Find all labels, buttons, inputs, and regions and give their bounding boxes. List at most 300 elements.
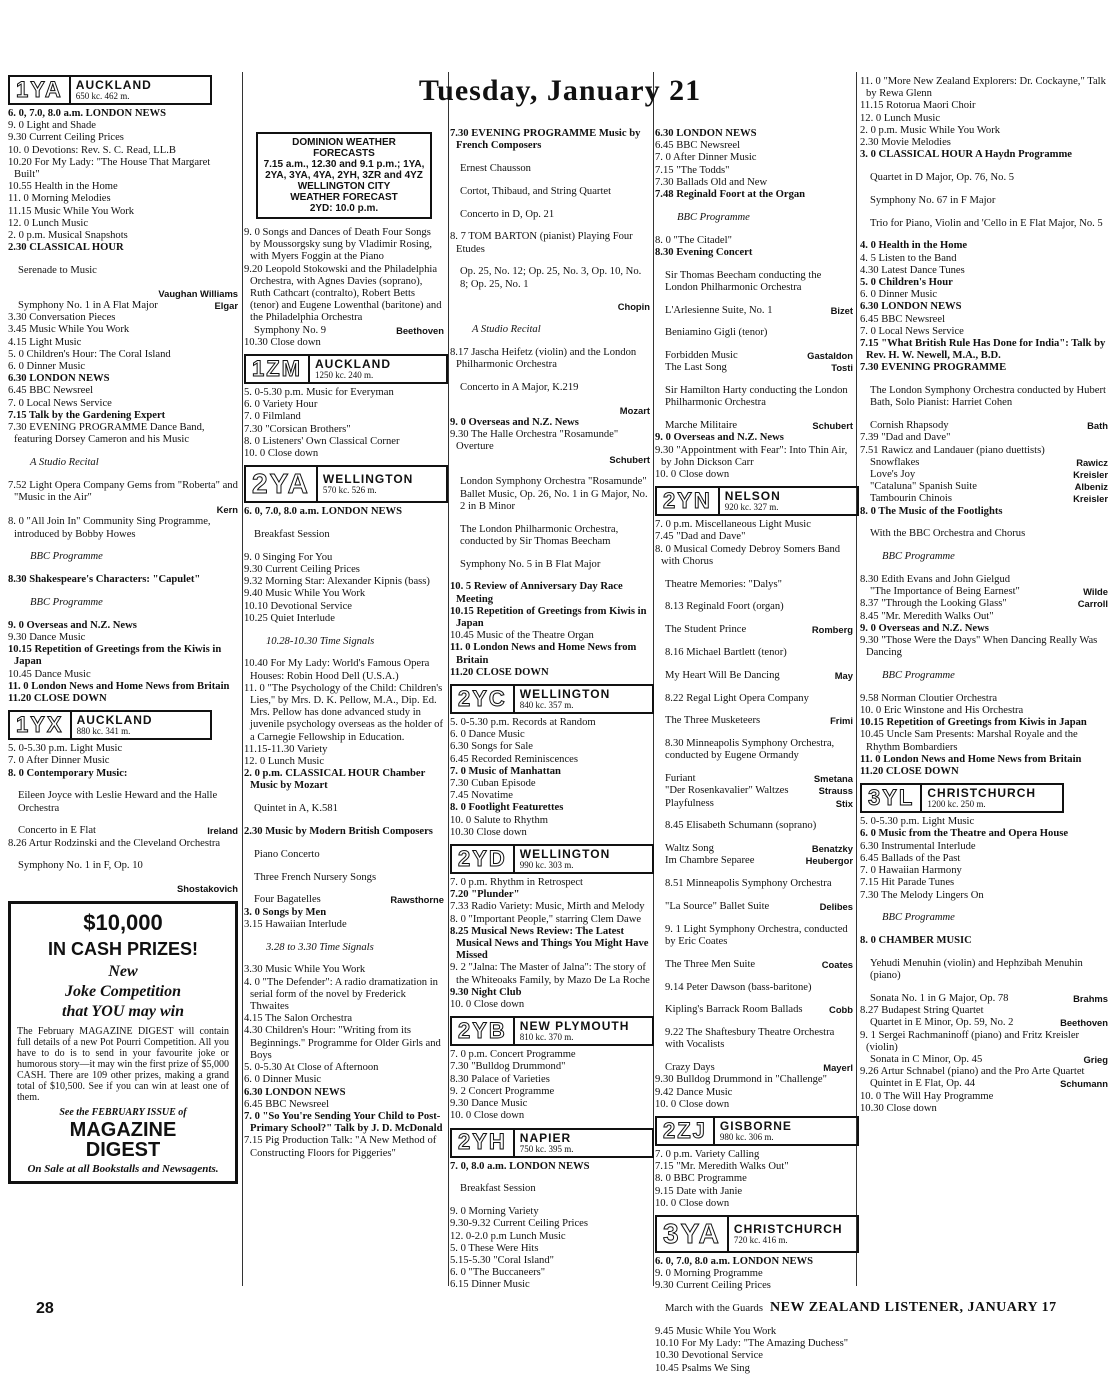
listing: 9.58 Norman Cloutier Orchestra bbox=[860, 692, 998, 704]
listing: 12. 0-2.0 p.m Lunch Music bbox=[450, 1230, 566, 1242]
listing: 10.45 Music of the Theatre Organ bbox=[450, 630, 594, 642]
listing: 7. 0 After Dinner Music bbox=[8, 755, 110, 767]
listing: 6.30 Songs for Sale bbox=[450, 741, 533, 753]
listing: 9. 0 Morning Variety bbox=[450, 1206, 539, 1218]
listing-note: BBC Programme bbox=[882, 912, 955, 924]
listing-detail: Trio for Piano, Violin and 'Cello in E Flat Major, No. 5 bbox=[870, 217, 1103, 229]
listing: 5. 0-5.30 p.m. Music for Everyman bbox=[244, 387, 394, 399]
weather-line: WELLINGTON CITY bbox=[297, 181, 391, 192]
listing: 8.30 Edith Evans and John Gielgud bbox=[860, 574, 1011, 586]
listing: 6. 0, 7.0, 8.0 a.m. LONDON NEWS bbox=[655, 1256, 814, 1268]
composer-line: "Cataluna" Spanish Suite Albeniz bbox=[870, 481, 1108, 493]
listing: 7. 0 p.m. Miscellaneous Light Music bbox=[655, 519, 811, 531]
station-city: CHRISTCHURCH bbox=[733, 1222, 843, 1237]
listing: 6. 0 Variety Hour bbox=[244, 399, 318, 411]
station-freq: 1200 kc. 250 m. bbox=[927, 799, 986, 810]
station-city: NELSON bbox=[724, 489, 781, 504]
listing-note: BBC Programme bbox=[30, 551, 103, 563]
listing: 9. 0 Light and Shade bbox=[8, 120, 96, 132]
listing: 9.15 Date with Janie bbox=[655, 1185, 743, 1197]
listing: 10. 0 Close down bbox=[655, 1098, 730, 1110]
listing: 6. 0, 7.0, 8.0 a.m. LONDON NEWS bbox=[244, 506, 403, 518]
composer-line: Chopin bbox=[617, 301, 650, 313]
weather-line: FORECASTS bbox=[313, 148, 375, 159]
station-call: 2YD bbox=[452, 846, 515, 872]
listing: 7.51 Rawicz and Landauer (piano duettists) bbox=[860, 444, 1045, 456]
listing: 10.30 Devotional Service bbox=[655, 1350, 763, 1362]
listing: 8. 7 TOM BARTON (pianist) Playing Four Etudes bbox=[450, 231, 633, 255]
listing: 7.15 "The Todds" bbox=[655, 164, 730, 176]
listing: 6.45 BBC Newsreel bbox=[860, 313, 946, 325]
listing: 4.30 Children's Hour: "Writing from its Beginnings." Programme for Older Girls and Boys bbox=[244, 1025, 441, 1061]
listing-note: BBC Programme bbox=[30, 597, 103, 609]
composer-line: Marche Militaire Schubert bbox=[665, 420, 853, 432]
station-city: AUCKLAND bbox=[76, 713, 153, 728]
composer-line: "Der Rosenkavalier" Waltzes Strauss bbox=[665, 785, 853, 797]
listing: 10.55 Health in the Home bbox=[8, 181, 118, 193]
listing: 8. 0 CHAMBER MUSIC bbox=[860, 935, 972, 947]
listing: 7.30 "Bulldog Drummond" bbox=[450, 1061, 566, 1073]
station-logo-2ya bbox=[244, 465, 448, 503]
composer-line: Sonata in C Minor, Op. 45 Grieg bbox=[870, 1053, 1108, 1065]
listing: 6.30 Instrumental Interlude bbox=[860, 840, 976, 852]
listing: 5. 0-5.30 p.m. Light Music bbox=[860, 816, 975, 828]
listing: 7.30 The Melody Lingers On bbox=[860, 889, 984, 901]
listing: 6.30 LONDON NEWS bbox=[8, 373, 110, 385]
listing-detail: 9.14 Peter Dawson (bass-baritone) bbox=[665, 981, 812, 993]
listing: 6.45 Recorded Reminiscences bbox=[450, 753, 578, 765]
composer-line: Symphony No. 1 in A Flat Major Elgar bbox=[18, 300, 238, 312]
station-logo-1yx bbox=[8, 710, 212, 740]
listing: 2. 0 p.m. Musical Snapshots bbox=[8, 230, 128, 242]
listing: 5. 0-5.30 p.m. Light Music bbox=[8, 743, 123, 755]
listing: 9.40 Music While You Work bbox=[244, 588, 366, 600]
listing: 2.30 Music by Modern British Composers bbox=[244, 826, 433, 838]
listing: 7.15 Pig Production Talk: "A New Method of Constructing Floors for Piggeries" bbox=[244, 1135, 437, 1159]
listing: 10.15 Repetition of Greetings from Kiwis in Japan bbox=[860, 717, 1087, 729]
listing-detail: Concerto in A Major, K.219 bbox=[460, 381, 579, 393]
listing-detail: Breakfast Session bbox=[254, 529, 330, 541]
station-logo-2yn bbox=[655, 486, 859, 516]
listing: 6.45 BBC Newsreel bbox=[244, 1098, 330, 1110]
listing: 7. 0, 8.0 a.m. LONDON NEWS bbox=[450, 1160, 590, 1172]
listing: 9. 2 Concert Programme bbox=[450, 1085, 555, 1097]
composer-line: Snowflakes Rawicz bbox=[870, 456, 1108, 468]
listing: 8.27 Budapest String Quartet bbox=[860, 1005, 984, 1017]
listing-note: A Studio Recital bbox=[472, 324, 541, 336]
station-freq: 810 kc. 370 m. bbox=[519, 1032, 574, 1043]
listing: 3.15 Hawaiian Interlude bbox=[244, 918, 347, 930]
listing: 10. 0 Eric Winstone and His Orchestra bbox=[860, 705, 1024, 717]
composer-line: The Three Men Suite Coates bbox=[665, 958, 853, 970]
listing: 5. 0-5.30 p.m. Records at Random bbox=[450, 717, 596, 729]
composer-line: Quintet in E Flat, Op. 44 Schumann bbox=[870, 1078, 1108, 1090]
station-call: 2YC bbox=[452, 686, 515, 712]
listing: 10.30 Close down bbox=[860, 1102, 937, 1114]
listing-detail: Yehudi Menuhin (violin) and Hephzibah Menuhin (piano) bbox=[870, 957, 1083, 982]
listing: 11. 0 "The Psychology of the Child: Children's Lies," by Mrs. D. K. Pellow, M.A., Dip. Ed. Mrs. Pellow has done advanced study in juvenile psychology overseas as the holder of a Carnegie Fellowship in Education. bbox=[244, 682, 443, 743]
column-3 bbox=[450, 128, 650, 1292]
listing: 10. 0 Close down bbox=[450, 999, 525, 1011]
station-call: 2YA bbox=[246, 467, 318, 501]
listing: 7. 0 Filmland bbox=[244, 411, 301, 423]
listing: 9.30 The Halle Orchestra "Rosamunde" Overture bbox=[450, 429, 619, 453]
listing-note: BBC Programme bbox=[882, 670, 955, 682]
composer-line: Vaughan Williams bbox=[158, 287, 238, 299]
listing: 9.30 Bulldog Drummond in "Challenge" bbox=[655, 1074, 827, 1086]
listing-detail: Sir Thomas Beecham conducting the London Philharmonic Orchestra bbox=[665, 269, 822, 293]
station-call: 1YX bbox=[10, 712, 72, 738]
listing-detail: Ernest Chausson bbox=[460, 163, 531, 174]
composer-line: Forbidden Music Gastaldon bbox=[665, 350, 853, 362]
station-logo-2yd bbox=[450, 844, 654, 874]
listing: 9.30 Current Ceiling Prices bbox=[655, 1280, 771, 1292]
station-logo-1zm bbox=[244, 354, 448, 384]
listing-detail: 9. 1 Light Symphony Orchestra, conducted by Eric Coates bbox=[665, 923, 848, 947]
listing: 8.25 Musical News Review: The Latest Musical News and Things You Might Have Missed bbox=[450, 925, 649, 962]
composer-line: Symphony No. 9 Beethoven bbox=[254, 324, 444, 336]
listing: 8.30 Evening Concert bbox=[655, 246, 753, 258]
listing: 10. 5 Review of Anniversary Day Race Meeting bbox=[450, 581, 623, 605]
composer-line: Furiant Smetana bbox=[665, 773, 853, 785]
listing-detail: Symphony No. 1 in F, Op. 10 bbox=[18, 860, 143, 872]
listing: 8. 0 BBC Programme bbox=[655, 1173, 747, 1185]
composer-line: The Student Prince Romberg bbox=[665, 624, 853, 636]
listing: 6.30 LONDON NEWS bbox=[244, 1086, 346, 1098]
station-freq: 980 kc. 306 m. bbox=[719, 1132, 774, 1142]
listing: 10.15 Repetition of Greetings from the Kiwis in Japan bbox=[8, 644, 222, 668]
listing: 7.45 "Dad and Dave" bbox=[655, 531, 746, 543]
listing: 9.42 Dance Music bbox=[655, 1086, 733, 1098]
listing: 6. 0 Dance Music bbox=[450, 729, 525, 741]
listing: 11.15 Music While You Work bbox=[8, 205, 135, 217]
station-call: 2ZJ bbox=[657, 1118, 715, 1144]
listing-detail: Symphony No. 5 in B Flat Major bbox=[460, 558, 601, 570]
composer-line: The Three Musketeers Frimi bbox=[665, 715, 853, 727]
listing: 7.20 "Plunder" bbox=[450, 889, 520, 901]
listing: 9. 1 Sergei Rachmaninoff (piano) and Fritz Kreisler (violin) bbox=[860, 1029, 1080, 1053]
listing: 6.15 Dinner Music bbox=[450, 1279, 530, 1291]
listing-detail: Cortot, Thibaud, and String Quartet bbox=[460, 185, 612, 197]
listing: 9.20 Leopold Stokowski and the Philadelphia Orchestra, with Agnes Davies (soprano), Ruth Cathcart (contralto), Robert Betts (tenor) and Eugene Lowenthal (baritone) and the Philadelphia Orchestra bbox=[244, 263, 442, 324]
listing: 5.15-5.30 "Coral Island" bbox=[450, 1254, 554, 1266]
station-logo-3ya bbox=[655, 1215, 859, 1253]
listing: 11.20 CLOSE DOWN bbox=[450, 666, 549, 678]
listing: 11. 0 London News and Home News from Britain bbox=[450, 642, 637, 666]
magazine-ad bbox=[8, 901, 238, 1183]
station-freq: 840 kc. 357 m. bbox=[519, 700, 574, 711]
listing: 7.30 EVENING PROGRAMME Dance Band, featuring Dorsey Cameron and his Music bbox=[8, 422, 205, 446]
listing-detail: Beniamino Gigli (tenor) bbox=[665, 327, 768, 339]
listing: 7. 0 After Dinner Music bbox=[655, 152, 757, 164]
listing: 11. 0 London News and Home News from Britain bbox=[860, 753, 1082, 765]
listing-detail: The London Symphony Orchestra conducted by Hubert Bath, Solo Pianist: Harriet Cohen bbox=[870, 385, 1106, 409]
listing: 8. 0 "All Join In" Community Sing Programme, introduced by Bobby Howes bbox=[8, 516, 211, 540]
station-city: WELLINGTON bbox=[519, 847, 611, 862]
composer-line: Shostakovich bbox=[177, 883, 238, 895]
listing: 8.30 Shakespeare's Characters: "Capulet" bbox=[8, 574, 201, 586]
station-city: CHRISTCHURCH bbox=[927, 786, 1037, 801]
listing: 7.30 Ballads Old and New bbox=[655, 176, 768, 188]
listing: 6.45 BBC Newsreel bbox=[655, 140, 741, 152]
composer-line: "The Importance of Being Earnest" Wilde bbox=[870, 586, 1108, 598]
listing: 11. 0 Morning Melodies bbox=[8, 193, 111, 205]
listing: 4. 0 Health in the Home bbox=[860, 240, 968, 252]
listing: 10.20 For My Lady: "The House That Margaret Built" bbox=[8, 156, 211, 181]
listing-detail: Theatre Memories: "Dalys" bbox=[665, 578, 782, 590]
listing: 9.30 "Those Were the Days" When Dancing Really Was Dancing bbox=[860, 635, 1098, 659]
station-call: 2YN bbox=[657, 488, 720, 514]
listing-note: 10.28-10.30 Time Signals bbox=[266, 635, 375, 647]
composer-line: Kern bbox=[216, 504, 238, 516]
composer-line: 8.37 "Through the Looking Glass" Carroll bbox=[860, 598, 1108, 610]
listing-note: A Studio Recital bbox=[30, 457, 99, 469]
listing: 6. 0 Dinner Music bbox=[244, 1074, 322, 1086]
listing-detail: 8.30 Minneapolis Symphony Orchestra, conducted by Eugene Ormandy bbox=[665, 738, 835, 762]
composer-line: Concerto in E Flat Ireland bbox=[18, 825, 238, 837]
listing: 12. 0 Lunch Music bbox=[860, 112, 941, 124]
listing: 11.20 CLOSE DOWN bbox=[8, 693, 107, 705]
listing: 12. 0 Lunch Music bbox=[244, 756, 325, 768]
listing: 9. 0 Singing For You bbox=[244, 551, 333, 563]
listing: 11.20 CLOSE DOWN bbox=[860, 766, 959, 778]
listing: 7. 0 p.m. Variety Calling bbox=[655, 1149, 760, 1160]
listing: 7.30 EVENING PROGRAMME bbox=[860, 362, 1007, 374]
station-city: NAPIER bbox=[519, 1130, 572, 1145]
listing: 8. 0 Footlight Featurettes bbox=[450, 802, 564, 814]
listing-detail: Concerto in D, Op. 21 bbox=[460, 208, 555, 220]
listing: 8. 0 The Music of the Footlights bbox=[860, 505, 1003, 517]
composer-line: Crazy Days Mayerl bbox=[665, 1062, 853, 1074]
composer-line: Four Bagatelles Rawsthorne bbox=[254, 894, 444, 906]
composer-line: Sonata No. 1 in G Major, Op. 78 Brahms bbox=[870, 992, 1108, 1004]
column-1 bbox=[8, 70, 238, 1184]
listing: 9.30 Current Ceiling Prices bbox=[8, 132, 124, 144]
listing: 12. 0 Lunch Music bbox=[8, 217, 89, 229]
listing-detail: 9.22 The Shaftesbury Theatre Orchestra with Vocalists bbox=[665, 1027, 835, 1051]
station-freq: 920 kc. 327 m. bbox=[724, 502, 779, 513]
composer-line: L'Arlesienne Suite, No. 1 Bizet bbox=[665, 304, 853, 316]
listing-detail: With the BBC Orchestra and Chorus bbox=[870, 528, 1026, 540]
listing: 3.45 Music While You Work bbox=[8, 324, 130, 336]
listing-detail: The London Philharmonic Orchestra, conducted by Sir Thomas Beecham bbox=[460, 523, 619, 547]
listing: 8.45 "Mr. Meredith Walks Out" bbox=[860, 610, 994, 622]
station-city: GISBORNE bbox=[719, 1119, 792, 1133]
weather-line: DOMINION WEATHER bbox=[292, 137, 396, 148]
listing: 7.33 Radio Variety: Music, Mirth and Melody bbox=[450, 901, 645, 913]
listing: 6. 0 "The Buccaneers" bbox=[450, 1267, 546, 1279]
listing: 9.30 Current Ceiling Prices bbox=[244, 564, 360, 576]
listing-detail: Symphony No. 67 in F Major bbox=[870, 194, 996, 206]
listing: 9.30 Dance Music bbox=[8, 632, 86, 644]
ad-line: that YOU may win bbox=[62, 1003, 184, 1021]
station-freq: 650 kc. 462 m. bbox=[75, 91, 130, 101]
listing: 6. 0 Music from the Theatre and Opera House bbox=[860, 828, 1069, 840]
listing: 10.30 Close down bbox=[244, 336, 321, 348]
composer-line: Cornish Rhapsody Bath bbox=[870, 420, 1108, 432]
listing: 5. 0 Children's Hour: The Coral Island bbox=[8, 348, 171, 360]
listing: 6. 0 Dinner Music bbox=[8, 361, 86, 373]
listing-detail: Op. 25, No. 12; Op. 25, No. 3, Op. 10, No. 8; Op. 25, No. 1 bbox=[460, 266, 642, 290]
listing: 6.30 LONDON NEWS bbox=[655, 128, 757, 139]
station-city: WELLINGTON bbox=[322, 472, 414, 487]
listing: 9. 0 Overseas and N.Z. News bbox=[860, 622, 989, 634]
ad-sale: On Sale at all Bookstalls and Newsagents. bbox=[27, 1162, 219, 1175]
listing: 9. 0 Overseas and N.Z. News bbox=[655, 432, 784, 444]
station-freq: 1250 kc. 240 m. bbox=[315, 370, 374, 381]
station-city: NEW PLYMOUTH bbox=[519, 1019, 630, 1034]
listing: 6.45 BBC Newsreel bbox=[8, 385, 94, 397]
column-rule bbox=[653, 72, 654, 1286]
weather-line: 2YD: 10.0 p.m. bbox=[309, 203, 379, 214]
listing: 11. 0 London News and Home News from Britain bbox=[8, 680, 230, 692]
station-logo-2yh bbox=[450, 1128, 654, 1158]
listing: 10. 0 Close down bbox=[655, 469, 730, 481]
station-call: 2YH bbox=[452, 1130, 515, 1156]
station-logo-1ya bbox=[8, 75, 212, 105]
column-4 bbox=[655, 128, 853, 1375]
listing: 10.45 Uncle Sam Presents: Marshal Royale and the Rhythm Bombardiers bbox=[860, 729, 1078, 753]
listing: 3. 0 Songs by Men bbox=[244, 906, 327, 918]
column-2 bbox=[244, 128, 444, 1160]
listing: 8. 0 Listeners' Own Classical Corner bbox=[244, 435, 400, 447]
ad-see: See the FEBRUARY ISSUE of bbox=[59, 1107, 187, 1119]
listing: 5. 0 These Were Hits bbox=[450, 1242, 539, 1254]
listing: 8. 0 Musical Comedy Debroy Somers Band with Chorus bbox=[655, 543, 841, 567]
listing: 10. 0 Salute to Rhythm bbox=[450, 814, 548, 826]
publication-line: NEW ZEALAND LISTENER, JANUARY 17 bbox=[770, 1300, 1057, 1315]
composer-line: Mozart bbox=[619, 404, 650, 416]
weather-box bbox=[256, 132, 432, 219]
listing: 7.30 "Corsican Brothers" bbox=[244, 423, 351, 435]
listing-detail: 8.13 Reginald Foort (organ) bbox=[665, 601, 784, 613]
listing: 7.45 Novatime bbox=[450, 790, 513, 802]
listing-note: BBC Programme bbox=[882, 551, 955, 563]
listing: 4.30 Latest Dance Tunes bbox=[860, 264, 965, 276]
composer-line: My Heart Will Be Dancing May bbox=[665, 669, 853, 681]
station-logo-2yb bbox=[450, 1016, 654, 1046]
composer-line: Tambourin Chinois Kreisler bbox=[870, 493, 1108, 505]
listing: 10.40 For My Lady: World's Famous Opera Houses: Robin Hood Dell (U.S.A.) bbox=[244, 658, 430, 682]
listing: 9. 0 Songs and Dances of Death Four Songs by Moussorgsky sung by Vladimir Rosing, with Myers Foggin at the Piano bbox=[244, 227, 433, 263]
listing: 6. 0, 7.0, 8.0 a.m. LONDON NEWS bbox=[8, 108, 167, 119]
listing-detail: Piano Concerto bbox=[254, 848, 320, 860]
listing: 8.26 Artur Rodzinski and the Cleveland Orchestra bbox=[8, 837, 221, 849]
listing: 6.30 LONDON NEWS bbox=[860, 301, 962, 313]
listing: 5. 0 Children's Hour bbox=[860, 277, 953, 289]
listing-detail: Quintet in A, K.581 bbox=[254, 803, 338, 815]
composer-line: Im Chambre Separee Heubergor bbox=[665, 855, 853, 867]
composer-line: Schubert bbox=[609, 453, 650, 465]
listing: 8.30 Palace of Varieties bbox=[450, 1073, 550, 1085]
listing: 4.15 The Salon Orchestra bbox=[244, 1013, 353, 1025]
listing: 9.30 Dance Music bbox=[450, 1098, 528, 1110]
listing: 4. 0 "The Defender": A radio dramatization in serial form of the novel by Frederick Thwaites bbox=[244, 976, 438, 1013]
listing: 2.30 Movie Melodies bbox=[860, 137, 951, 149]
listing: 9.30-9.32 Current Ceiling Prices bbox=[450, 1218, 588, 1230]
listing: 9. 0 Overseas and N.Z. News bbox=[8, 619, 137, 631]
listing: 8. 0 "The Citadel" bbox=[655, 234, 732, 246]
weather-line: 7.15 a.m., 12.30 and 9.1 p.m.; 1YA, 2YA, 3YA, 4YA, 2YH, 3ZR and 4YZ bbox=[263, 159, 425, 181]
column-rule bbox=[856, 72, 857, 1286]
ad-line: Joke Competition bbox=[65, 983, 181, 1001]
station-city: AUCKLAND bbox=[315, 357, 391, 372]
ad-line: New bbox=[108, 963, 138, 981]
listing: 9.32 Morning Star: Alexander Kipnis (bass) bbox=[244, 576, 430, 588]
listing: 3.30 Music While You Work bbox=[244, 964, 366, 976]
listing: 8. 0 "Important People," starring Clem Dawe bbox=[450, 913, 642, 925]
listing: 7. 0 Music of Manhattan bbox=[450, 765, 561, 777]
listing-detail: Eileen Joyce with Leslie Heward and the Halle Orchestra bbox=[18, 790, 218, 814]
listing: 7. 0 "So You're Sending Your Child to Post-Primary School?" Talk by J. D. McDonald bbox=[244, 1110, 443, 1135]
listing: 10. 0 Close down bbox=[450, 1110, 525, 1122]
listing: 7.15 Talk by the Gardening Expert bbox=[8, 409, 166, 421]
listing: 9.30 "Appointment with Fear": Into Thin Air, by John Dickson Carr bbox=[655, 444, 848, 468]
listing-note: BBC Programme bbox=[677, 211, 750, 223]
listing: 10.45 Dance Music bbox=[8, 668, 91, 680]
listing: 3.30 Conversation Pieces bbox=[8, 312, 116, 324]
composer-line: Quartet in E Minor, Op. 59, No. 2 Beethoven bbox=[870, 1017, 1108, 1029]
listing: 8. 0 Contemporary Music: bbox=[8, 767, 128, 779]
station-call: 1YA bbox=[10, 77, 71, 103]
listing-detail: Serenade to Music bbox=[18, 265, 97, 277]
listing: 7.15 "Mr. Meredith Walks Out" bbox=[655, 1161, 789, 1173]
composer-line: Waltz Song Benatzky bbox=[665, 843, 853, 855]
listing-detail: March with the Guards bbox=[665, 1303, 763, 1315]
listing: 9. 2 "Jalna: The Master of Jalna": The story of the Whiteoaks Family, by Mazo De La Roche bbox=[450, 962, 650, 986]
composer-line: The Last Song Tosti bbox=[665, 362, 853, 374]
ad-magazine: MAGAZINE bbox=[69, 1118, 177, 1141]
listing: 4. 5 Listen to the Band bbox=[860, 252, 957, 264]
listing: 9.45 Music While You Work bbox=[655, 1326, 777, 1338]
listing: 7.30 EVENING PROGRAMME Music by French Composers bbox=[450, 128, 641, 152]
listing-detail: 8.16 Michael Bartlett (tenor) bbox=[665, 647, 787, 659]
listing-detail: 8.22 Regal Light Opera Company bbox=[665, 692, 809, 704]
listing: 7. 0 Local News Service bbox=[8, 397, 112, 409]
station-logo-2yc bbox=[450, 684, 654, 714]
listing: 7. 0 p.m. Concert Programme bbox=[450, 1049, 576, 1061]
listing: 10.30 Close down bbox=[450, 826, 527, 838]
listing: 5. 0-5.30 At Close of Afternoon bbox=[244, 1062, 379, 1074]
station-freq: 880 kc. 341 m. bbox=[76, 726, 131, 737]
listing: 9. 0 Morning Programme bbox=[655, 1268, 763, 1280]
listing: 10.25 Quiet Interlude bbox=[244, 612, 335, 624]
listing: 10.45 Psalms We Sing bbox=[655, 1362, 750, 1374]
ad-prizes: IN CASH PRIZES! bbox=[47, 939, 198, 960]
listing: 11. 0 "More New Zealand Explorers: Dr. Cockayne," Talk by Rewa Glenn bbox=[860, 76, 1106, 100]
listing: 10.15 Repetition of Greetings from Kiwis in Japan bbox=[450, 605, 647, 629]
listing: 7. 0 Hawaiian Harmony bbox=[860, 865, 962, 877]
listing-detail: Three French Nursery Songs bbox=[254, 871, 377, 883]
station-city: WELLINGTON bbox=[519, 687, 611, 702]
listing: 7.30 Cuban Episode bbox=[450, 778, 536, 790]
listing-note: 3.28 to 3.30 Time Signals bbox=[266, 941, 374, 953]
listing: 10.10 For My Lady: "The Amazing Duchess" bbox=[655, 1338, 849, 1350]
listing: 10. 0 Close down bbox=[655, 1197, 730, 1209]
station-freq: 750 kc. 395 m. bbox=[519, 1143, 574, 1154]
station-call: 3YL bbox=[862, 785, 922, 811]
listing: 7.48 Reginald Foort at the Organ bbox=[655, 189, 806, 201]
station-logo-2zj bbox=[655, 1116, 859, 1146]
listing: 7.39 "Dad and Dave" bbox=[860, 432, 951, 444]
composer-line: Love's Joy Kreisler bbox=[870, 469, 1108, 481]
composer-line: Playfulness Stix bbox=[665, 797, 853, 809]
listing: 9. 0 Overseas and N.Z. News bbox=[450, 416, 579, 428]
listing-detail: London Symphony Orchestra "Rosamunde" Ballet Music, Op. 26, No. 1 in G Major, No. 2 in B Minor bbox=[460, 476, 648, 512]
listing-detail: Breakfast Session bbox=[460, 1183, 536, 1195]
ad-magazine: DIGEST bbox=[85, 1138, 161, 1161]
listing: 11.15 Rotorua Maori Choir bbox=[860, 100, 976, 112]
